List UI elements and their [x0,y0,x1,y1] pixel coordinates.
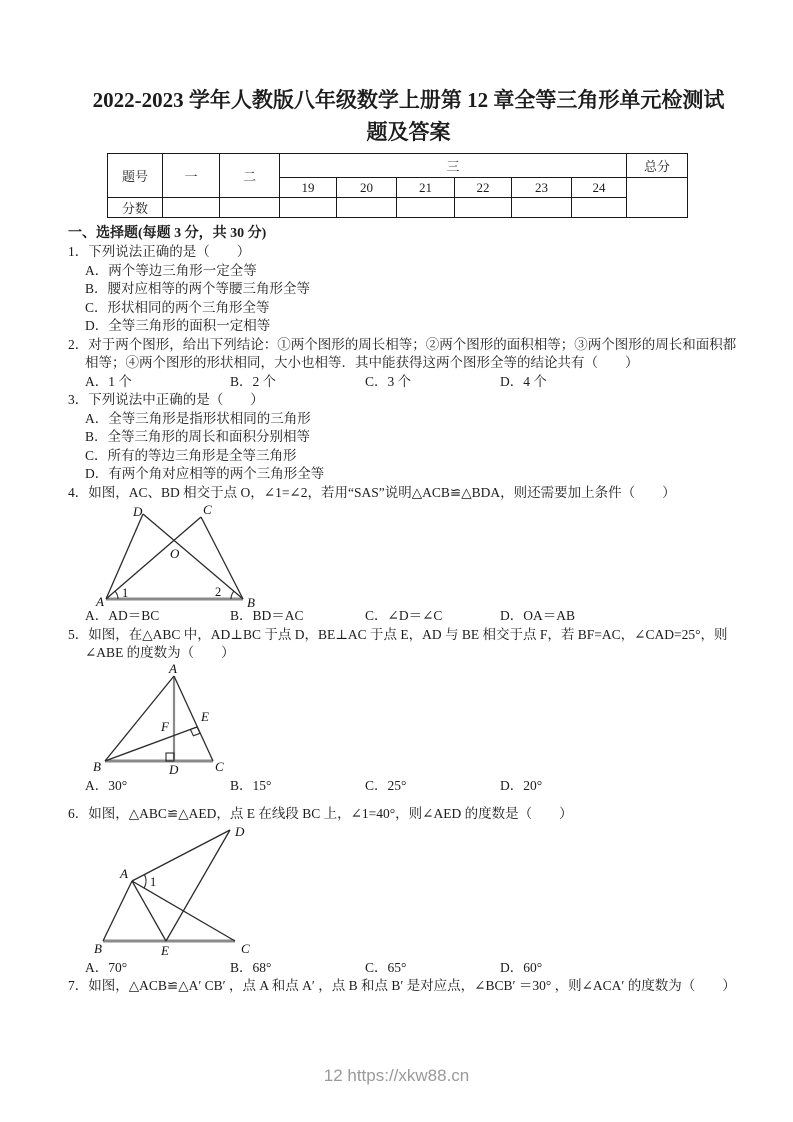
score-table-blank-cell [220,198,280,218]
question-1-stem: 1．下列说法正确的是（ ） [68,244,251,259]
score-table-blank-cell [280,198,337,218]
question-5-option-a: A．30° [85,777,128,793]
question-4-stem: 4．如图，AC、BD 相交于点 O，∠1=∠2，若用“SAS”说明△ACB≌△BDA，则还需要加上条件（ ） [68,484,676,500]
edge-bd [143,514,243,599]
question-2-stem: 2．对于两个图形，给出下列结论：①两个图形的周长相等；②两个图形的面积相等；③两个图形的周长和面积都相等；④两个图形的形状相同，大小也相等．其中能获得这两个图形全等的结论共有（ ） [68,336,737,370]
score-table-blank-cell [337,198,397,218]
vertex-label-b: B [94,940,102,956]
score-table-blank-cell [397,198,455,218]
edge-ae [132,881,166,941]
question-1 [68,243,749,336]
angle-1-arc [144,874,146,888]
vertex-label-d: D [235,823,245,839]
q6-congruent-triangles-diagram [77,824,267,959]
section-heading: 一、选择题(每题 3 分，共 30 分) [68,226,267,241]
title-line-2: 题及答案 [366,120,451,144]
score-table [107,153,688,218]
question-1-option-b: B．腰对应相等的两个等腰三角形全等 [85,281,311,296]
point-label-d: D [169,761,179,777]
question-4-option-c: C．∠D＝∠C [365,608,443,623]
question-3-option-c: C．所有的等边三角形是全等三角形 [85,447,297,463]
score-table-header-total: 总分 [627,154,688,178]
question-4-option-b: B．BD＝AC [230,608,304,623]
question-5-stem: 5．如图，在△ABC 中，AD⊥BC 于点 D，BE⊥AC 于点 E，AD 与 BE 相交于点 F，若 BF=AC，∠CAD=25°，则∠ABE 的度数为（ ） [68,626,728,660]
question-3-stem: 3．下列说法中正确的是（ ） [68,392,264,407]
edge-ac [106,517,201,599]
question-1-option-c: C．形状相同的两个三角形全等 [85,299,270,315]
score-table-header-part2: 二 [220,154,280,198]
question-5 [68,626,749,796]
vertex-label-c: C [203,502,212,517]
question-1-option-a: A．两个等边三角形一定全等 [85,262,257,278]
vertex-label-a: A [169,662,177,676]
question-2-option-d: D．4 个 [500,373,547,389]
page-footer: 12 https://xkw88.cn [323,1066,470,1085]
vertex-label-c: C [215,758,224,774]
question-6 [68,805,749,977]
q5-triangle-altitudes-diagram [85,663,245,777]
score-table-subcol-24: 24 [572,178,627,198]
question-3-option-d: D．有两个角对应相等的两个三角形全等 [85,466,325,481]
question-6-option-a: A．70° [85,959,128,975]
question-3 [68,391,749,484]
score-table-blank-cell [163,198,220,218]
title-line-1: 2022-2023 学年人教版八年级数学上册第 12 章全等三角形单元检测试 [92,88,725,112]
angle-2-label: 2 [215,585,222,599]
q4-triangles-diagram [86,502,266,607]
score-table-subcol-21: 21 [397,178,455,198]
score-table-subcol-20: 20 [337,178,397,198]
question-3-option-b: B．全等三角形的周长和面积分别相等 [85,429,311,444]
question-5-options [85,777,749,796]
question-6-option-c: C．65° [365,959,407,975]
vertex-label-b: B [247,595,255,607]
question-6-options [85,959,749,978]
vertex-label-d: D [133,504,143,519]
question-4-option-a: A．AD＝BC [85,608,160,623]
vertex-label-b: B [93,758,101,774]
question-6-stem: 6．如图，△ABC≌△AED，点 E 在线段 BC 上，∠1=40°，则∠AED 的度数是（ ） [68,806,573,821]
document-title [68,84,749,148]
question-2 [68,336,749,392]
edge-ab [103,881,132,941]
question-6-option-b: B．68° [230,959,272,975]
question-1-option-d: D．全等三角形的面积一定相等 [85,318,271,333]
score-table-blank-cell [512,198,572,218]
score-table-header-part1: 一 [163,154,220,198]
question-6-option-d: D．60° [500,959,543,975]
score-table-blank-cell [572,198,627,218]
vertex-label-c: C [241,940,250,956]
point-label-e: E [161,942,169,958]
question-5-option-c: C．25° [365,777,407,793]
document-content [0,84,793,996]
score-table-header-question-no: 题号 [108,154,163,198]
question-4-option-d: D．OA＝AB [500,608,576,623]
question-2-options [85,373,749,392]
score-table-subcol-19: 19 [280,178,337,198]
score-table-blank-cell [455,198,512,218]
question-7 [68,977,749,996]
angle-1-label: 1 [150,874,157,889]
question-5-option-d: D．20° [500,777,543,793]
edge-bc [201,517,243,599]
question-4-options [85,607,749,626]
point-label-f: F [161,718,169,734]
score-table-subcol-22: 22 [455,178,512,198]
score-table-header-part3: 三 [280,154,627,178]
score-table-total-blank-cell [627,178,688,218]
point-label-e: E [201,708,209,724]
point-label-o: O [170,546,180,561]
question-2-option-a: A．1 个 [85,373,132,389]
question-2-option-b: B．2 个 [230,373,277,389]
question-3-option-a: A．全等三角形是指形状相同的三角形 [85,410,311,426]
angle-1-label: 1 [122,586,129,600]
score-table-score-label: 分数 [108,198,163,218]
score-table-subcol-23: 23 [512,178,572,198]
vertex-label-a: A [120,865,128,881]
question-4 [68,484,749,626]
vertex-label-a: A [96,594,104,607]
question-2-option-c: C．3 个 [365,373,412,389]
question-5-option-b: B．15° [230,777,272,793]
question-7-stem: 7．如图，△ACB≌△A′ CB′ ，点 A 和点 A′ ，点 B 和点 B′ 是对应点，∠BCB′ ＝30° ，则∠ACA′ 的度数为（ ） [68,978,736,993]
